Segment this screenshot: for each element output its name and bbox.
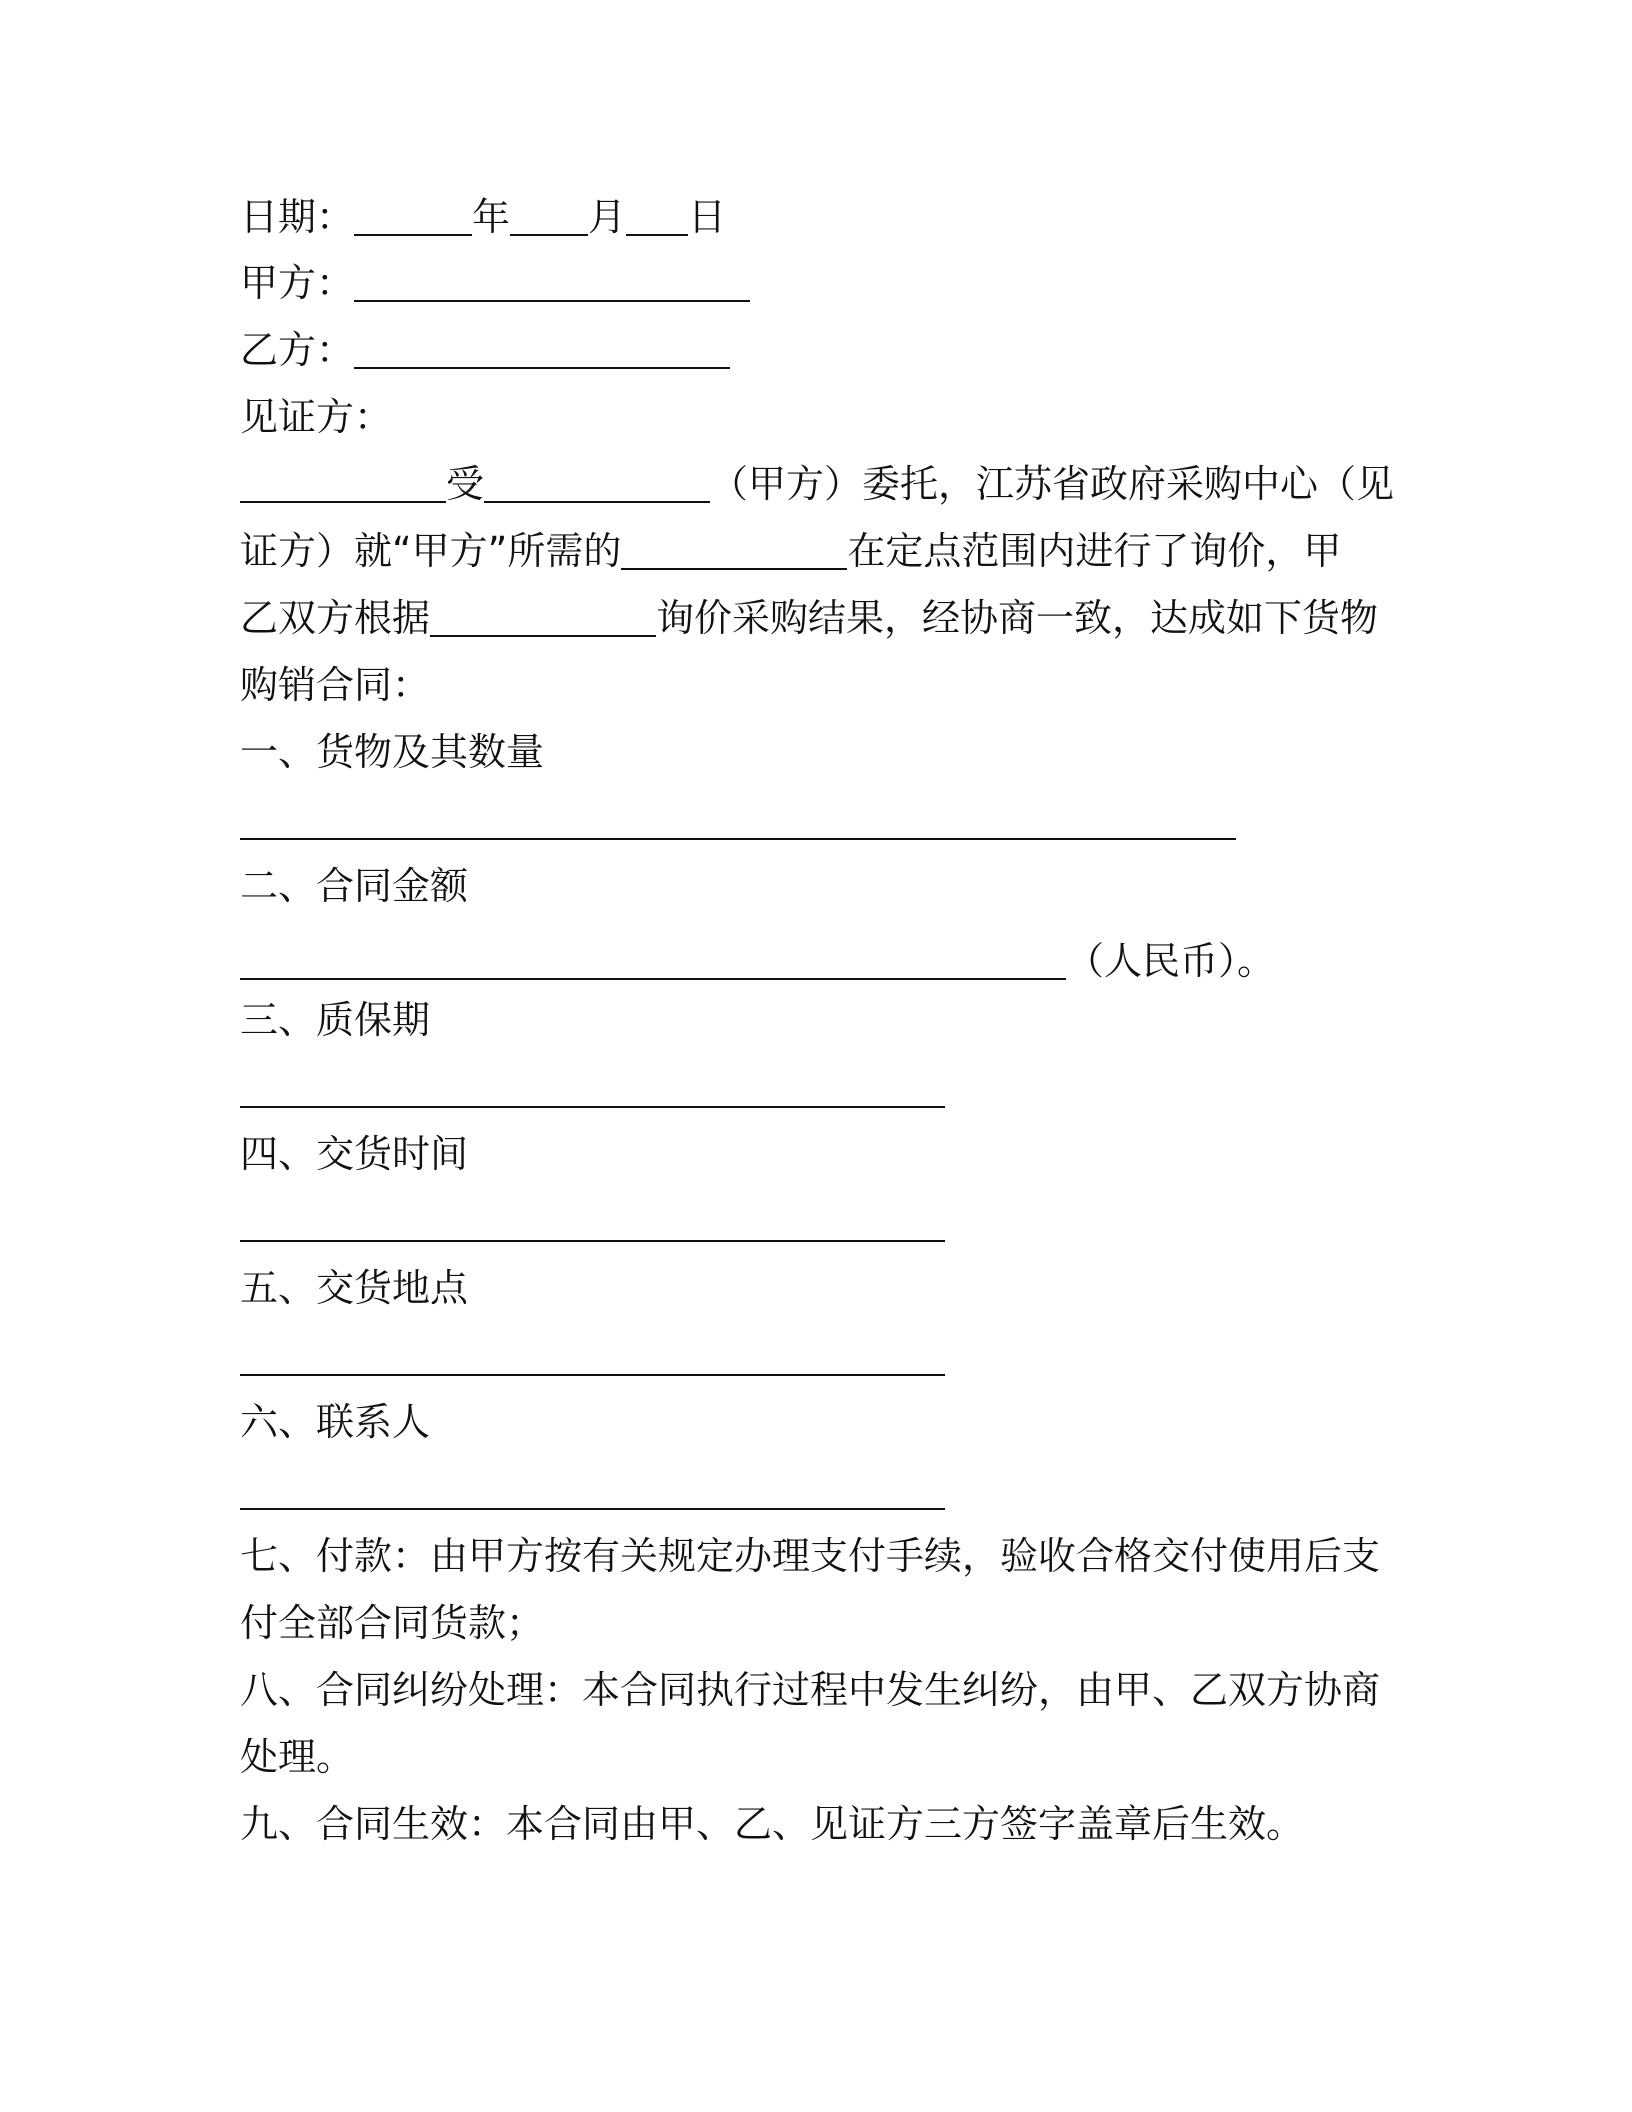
section-3-fill-line[interactable] <box>240 1106 945 1108</box>
intro-shou: 受 <box>446 462 485 506</box>
party-a-label: 甲方： <box>240 261 355 305</box>
date-year-blank[interactable] <box>354 198 472 236</box>
section-1-heading <box>240 727 544 777</box>
intro-entrusted-blank[interactable] <box>240 465 446 503</box>
intro-basis-blank[interactable] <box>430 599 656 637</box>
intro-line-2-tail: 在定点范围内进行了询价，甲 <box>847 529 1342 573</box>
section-3-heading <box>240 995 430 1045</box>
section-6-heading <box>240 1397 430 1447</box>
date-line <box>240 192 726 242</box>
date-day-blank[interactable] <box>626 198 688 236</box>
intro-line-3-tail: 询价采购结果，经协商一致，达成如下货物 <box>656 596 1379 640</box>
section-4-fill-line[interactable] <box>240 1240 945 1242</box>
party-a-line <box>240 258 750 308</box>
section-5-title: 五、交货地点 <box>240 1266 469 1310</box>
party-a-blank[interactable] <box>354 264 750 302</box>
intro-line-2-head: 证方）就“甲方”所需的 <box>240 529 622 573</box>
intro-line-2 <box>240 526 1341 576</box>
intro-line-1 <box>240 459 1394 509</box>
witness-label: 见证方： <box>240 395 393 439</box>
intro-line-3-head: 乙双方根据 <box>240 596 431 640</box>
date-label: 日期： <box>240 195 355 239</box>
section-5-heading <box>240 1263 468 1313</box>
section-8-line-2 <box>240 1732 354 1782</box>
date-day-label: 日 <box>688 195 727 239</box>
section-2-title: 二、合同金额 <box>240 864 469 908</box>
date-year-label: 年 <box>472 195 511 239</box>
date-month-blank[interactable] <box>510 198 588 236</box>
section-9-line <box>240 1799 1304 1849</box>
section-9-text: 九、合同生效：本合同由甲、乙、见证方三方签字盖章后生效。 <box>240 1802 1305 1846</box>
party-b-line <box>240 325 730 375</box>
party-b-label: 乙方： <box>240 328 355 372</box>
section-6-fill-line[interactable] <box>240 1508 945 1510</box>
party-b-blank[interactable] <box>354 331 730 369</box>
section-8-text-2: 处理。 <box>240 1735 355 1779</box>
section-7-line-2 <box>240 1598 544 1648</box>
section-7-line-1 <box>240 1531 1380 1581</box>
section-2-amount-blank[interactable] <box>240 942 1066 980</box>
intro-line-4 <box>240 660 430 710</box>
section-2-suffix: （人民币）。 <box>1066 939 1276 983</box>
section-3-title: 三、质保期 <box>240 998 431 1042</box>
section-7-text-1: 七、付款：由甲方按有关规定办理支付手续，验收合格交付使用后支 <box>240 1534 1381 1578</box>
section-1-title: 一、货物及其数量 <box>240 730 545 774</box>
intro-line-3 <box>240 593 1378 643</box>
intro-line-1-tail: （甲方）委托，江苏省政府采购中心（见 <box>710 462 1395 506</box>
section-4-heading <box>240 1129 468 1179</box>
date-month-label: 月 <box>588 195 627 239</box>
witness-line <box>240 392 392 442</box>
section-2-amount-line <box>240 936 1275 986</box>
intro-goods-blank[interactable] <box>621 532 847 570</box>
section-1-fill-line[interactable] <box>240 838 1236 840</box>
section-5-fill-line[interactable] <box>240 1374 945 1376</box>
section-6-title: 六、联系人 <box>240 1400 431 1444</box>
section-8-text-1: 八、合同纠纷处理：本合同执行过程中发生纠纷，由甲、乙双方协商 <box>240 1668 1381 1712</box>
section-4-title: 四、交货时间 <box>240 1132 469 1176</box>
section-8-line-1 <box>240 1665 1380 1715</box>
section-2-heading <box>240 861 468 911</box>
intro-line-4-text: 购销合同： <box>240 663 431 707</box>
section-7-text-2: 付全部合同货款； <box>240 1601 545 1645</box>
intro-party-a-blank[interactable] <box>484 465 710 503</box>
